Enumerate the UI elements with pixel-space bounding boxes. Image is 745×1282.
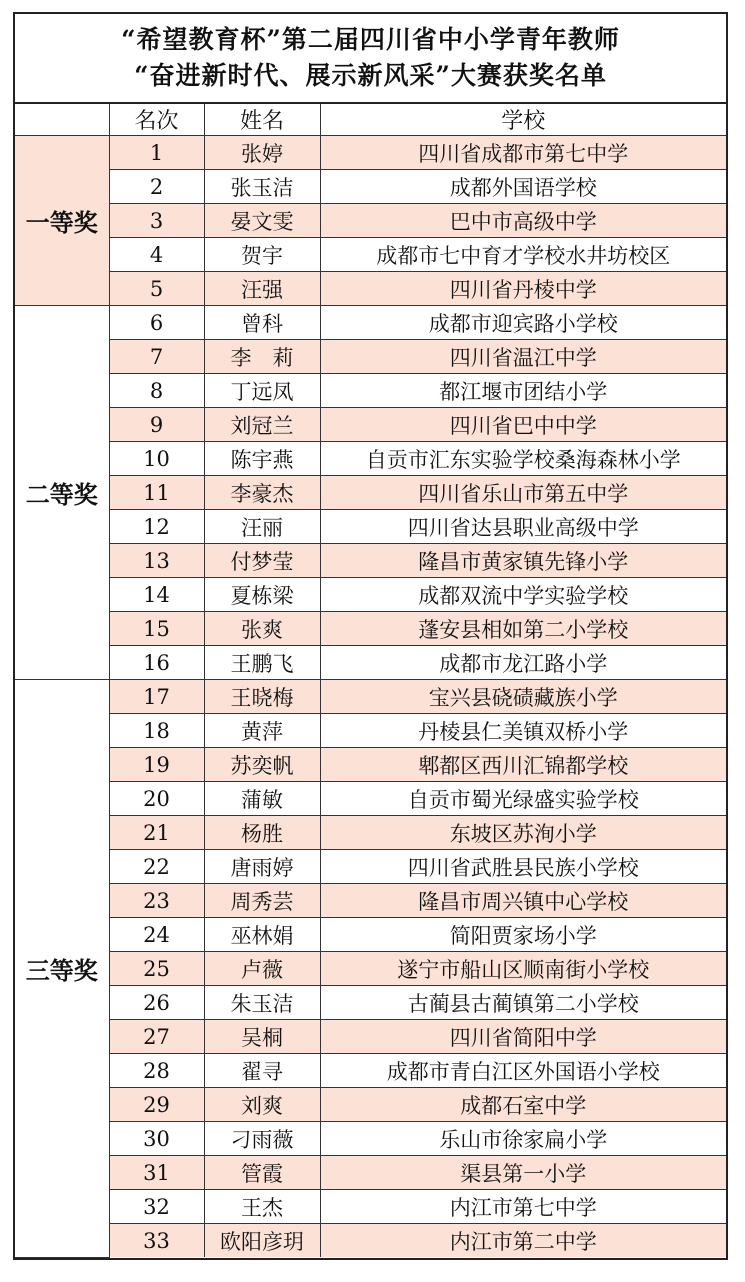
table-row [15, 1224, 726, 1258]
name-cell: 李 莉 [204, 340, 320, 374]
table-row [15, 986, 726, 1020]
table-row [15, 850, 726, 884]
table-body [15, 136, 726, 1258]
rank-cell: 14 [109, 578, 204, 612]
header-award [15, 104, 109, 136]
name-cell: 吴桐 [204, 1020, 320, 1054]
rank-cell: 28 [109, 1054, 204, 1088]
name-cell: 朱玉洁 [204, 986, 320, 1020]
name-cell: 张玉洁 [204, 170, 320, 204]
table-row [15, 408, 726, 442]
school-cell: 隆昌市黄家镇先锋小学 [320, 544, 726, 578]
rank-cell: 25 [109, 952, 204, 986]
school-cell: 内江市第七中学 [320, 1190, 726, 1224]
school-cell: 四川省达县职业高级中学 [320, 510, 726, 544]
award-list-sheet [13, 12, 728, 1260]
award-level-cell: 二等奖 [15, 306, 109, 680]
rank-cell: 27 [109, 1020, 204, 1054]
rank-cell: 32 [109, 1190, 204, 1224]
name-cell: 刘冠兰 [204, 408, 320, 442]
table-row [15, 1088, 726, 1122]
school-cell: 成都外国语学校 [320, 170, 726, 204]
rank-cell: 22 [109, 850, 204, 884]
table-row [15, 680, 726, 714]
school-cell: 古蔺县古蔺镇第二小学校 [320, 986, 726, 1020]
rank-cell: 1 [109, 136, 204, 170]
name-cell: 杨胜 [204, 816, 320, 850]
school-cell: 内江市第二中学 [320, 1224, 726, 1258]
header-rank: 名次 [109, 104, 204, 136]
name-cell: 王杰 [204, 1190, 320, 1224]
school-cell: 成都市龙江路小学 [320, 646, 726, 680]
table-row [15, 136, 726, 170]
title-line-1: “希望教育杯”第二届四川省中小学青年教师 [121, 25, 620, 54]
name-cell: 刁雨薇 [204, 1122, 320, 1156]
name-cell: 翟寻 [204, 1054, 320, 1088]
school-cell: 成都市迎宾路小学校 [320, 306, 726, 340]
table-row [15, 238, 726, 272]
school-cell: 四川省成都市第七中学 [320, 136, 726, 170]
award-level-cell: 三等奖 [15, 680, 109, 1258]
table-row [15, 340, 726, 374]
table-row [15, 884, 726, 918]
name-cell: 王晓梅 [204, 680, 320, 714]
table-row [15, 646, 726, 680]
name-cell: 丁远凤 [204, 374, 320, 408]
name-cell: 唐雨婷 [204, 850, 320, 884]
school-cell: 成都市七中育才学校水井坊校区 [320, 238, 726, 272]
table-row [15, 544, 726, 578]
school-cell: 四川省温江中学 [320, 340, 726, 374]
table-row [15, 782, 726, 816]
award-level-cell: 一等奖 [15, 136, 109, 306]
table-row [15, 442, 726, 476]
table-row [15, 918, 726, 952]
school-cell: 乐山市徐家扁小学 [320, 1122, 726, 1156]
header-name: 姓名 [204, 104, 320, 136]
name-cell: 黄萍 [204, 714, 320, 748]
header-school: 学校 [320, 104, 726, 136]
table-row [15, 170, 726, 204]
school-cell: 都江堰市团结小学 [320, 374, 726, 408]
title-line-2: “奋进新时代、展示新风采”大赛获奖名单 [134, 61, 607, 90]
name-cell: 管霞 [204, 1156, 320, 1190]
name-cell: 曾科 [204, 306, 320, 340]
rank-cell: 12 [109, 510, 204, 544]
table-row [15, 272, 726, 306]
school-cell: 四川省简阳中学 [320, 1020, 726, 1054]
rank-cell: 15 [109, 612, 204, 646]
school-cell: 成都石室中学 [320, 1088, 726, 1122]
rank-cell: 24 [109, 918, 204, 952]
table-row [15, 374, 726, 408]
school-cell: 自贡市汇东实验学校桑海森林小学 [320, 442, 726, 476]
name-cell: 陈宇燕 [204, 442, 320, 476]
table-row [15, 204, 726, 238]
table-row [15, 1156, 726, 1190]
name-cell: 张婷 [204, 136, 320, 170]
name-cell: 李豪杰 [204, 476, 320, 510]
winners-table [15, 104, 726, 1258]
table-row [15, 306, 726, 340]
name-cell: 夏栋梁 [204, 578, 320, 612]
school-cell: 四川省丹棱中学 [320, 272, 726, 306]
rank-cell: 21 [109, 816, 204, 850]
name-cell: 付梦莹 [204, 544, 320, 578]
header-row [15, 104, 726, 136]
rank-cell: 2 [109, 170, 204, 204]
name-cell: 卢薇 [204, 952, 320, 986]
school-cell: 东坡区苏洵小学 [320, 816, 726, 850]
school-cell: 遂宁市船山区顺南街小学校 [320, 952, 726, 986]
rank-cell: 31 [109, 1156, 204, 1190]
name-cell: 蒲敏 [204, 782, 320, 816]
school-cell: 隆昌市周兴镇中心学校 [320, 884, 726, 918]
table-row [15, 1122, 726, 1156]
table-row [15, 714, 726, 748]
school-cell: 渠县第一小学 [320, 1156, 726, 1190]
rank-cell: 26 [109, 986, 204, 1020]
rank-cell: 6 [109, 306, 204, 340]
rank-cell: 23 [109, 884, 204, 918]
rank-cell: 30 [109, 1122, 204, 1156]
rank-cell: 19 [109, 748, 204, 782]
name-cell: 巫林娟 [204, 918, 320, 952]
school-cell: 四川省武胜县民族小学校 [320, 850, 726, 884]
school-cell: 蓬安县相如第二小学校 [320, 612, 726, 646]
table-row [15, 1054, 726, 1088]
rank-cell: 10 [109, 442, 204, 476]
school-cell: 成都双流中学实验学校 [320, 578, 726, 612]
name-cell: 汪丽 [204, 510, 320, 544]
table-row [15, 578, 726, 612]
name-cell: 刘爽 [204, 1088, 320, 1122]
name-cell: 王鹏飞 [204, 646, 320, 680]
rank-cell: 33 [109, 1224, 204, 1258]
name-cell: 苏奕帆 [204, 748, 320, 782]
table-row [15, 816, 726, 850]
school-cell: 自贡市蜀光绿盛实验学校 [320, 782, 726, 816]
name-cell: 欧阳彦玥 [204, 1224, 320, 1258]
school-cell: 郫都区西川汇锦都学校 [320, 748, 726, 782]
rank-cell: 7 [109, 340, 204, 374]
rank-cell: 13 [109, 544, 204, 578]
table-row [15, 612, 726, 646]
school-cell: 简阳贾家场小学 [320, 918, 726, 952]
rank-cell: 16 [109, 646, 204, 680]
name-cell: 晏文雯 [204, 204, 320, 238]
rank-cell: 4 [109, 238, 204, 272]
table-row [15, 510, 726, 544]
school-cell: 成都市青白江区外国语小学校 [320, 1054, 726, 1088]
name-cell: 汪强 [204, 272, 320, 306]
rank-cell: 17 [109, 680, 204, 714]
table-row [15, 748, 726, 782]
table-row [15, 1190, 726, 1224]
rank-cell: 3 [109, 204, 204, 238]
rank-cell: 29 [109, 1088, 204, 1122]
rank-cell: 9 [109, 408, 204, 442]
rank-cell: 11 [109, 476, 204, 510]
school-cell: 宝兴县硗碛藏族小学 [320, 680, 726, 714]
name-cell: 张爽 [204, 612, 320, 646]
school-cell: 丹棱县仁美镇双桥小学 [320, 714, 726, 748]
rank-cell: 20 [109, 782, 204, 816]
rank-cell: 18 [109, 714, 204, 748]
table-row [15, 476, 726, 510]
name-cell: 周秀芸 [204, 884, 320, 918]
title-block [15, 14, 726, 104]
school-cell: 四川省乐山市第五中学 [320, 476, 726, 510]
rank-cell: 8 [109, 374, 204, 408]
table-row [15, 1020, 726, 1054]
school-cell: 四川省巴中中学 [320, 408, 726, 442]
rank-cell: 5 [109, 272, 204, 306]
table-row [15, 952, 726, 986]
name-cell: 贺宇 [204, 238, 320, 272]
school-cell: 巴中市高级中学 [320, 204, 726, 238]
